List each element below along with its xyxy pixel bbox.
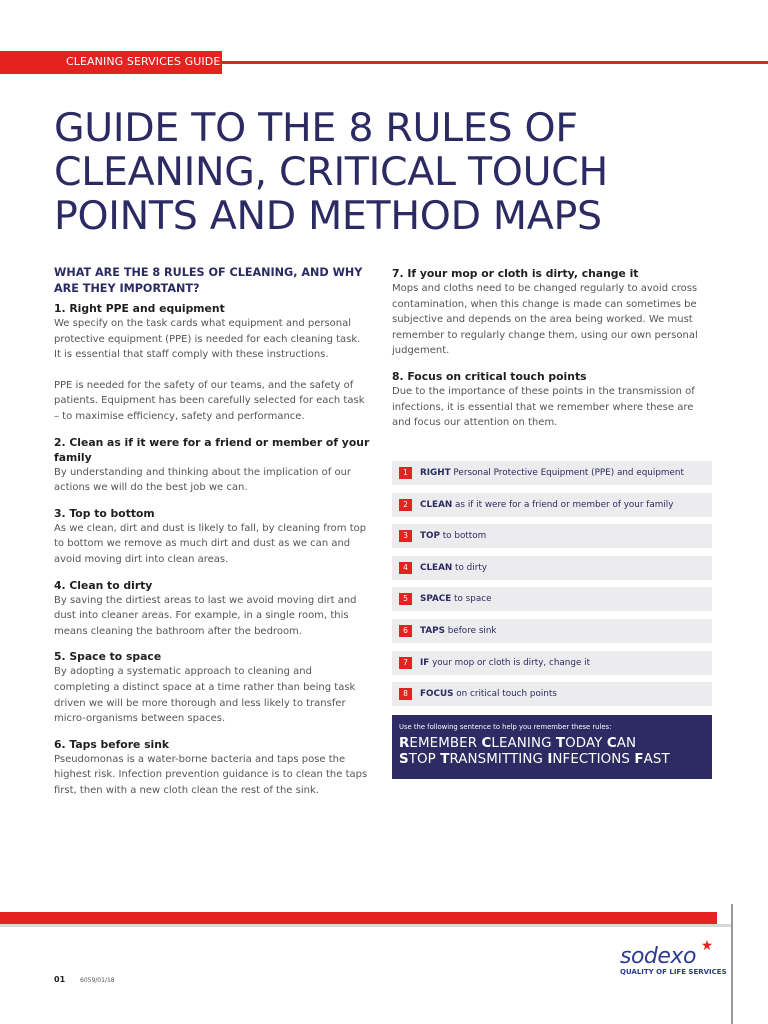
list-item-text	[420, 657, 590, 669]
number-badge: 6	[399, 625, 412, 637]
logo-tagline: QUALITY OF LIFE SERVICES	[620, 968, 727, 976]
rule-text: By understanding and thinking about the implication of our actions we will do the best job we can.	[54, 466, 352, 494]
rule-rest: on critical touch points	[453, 689, 557, 700]
rule-text: By saving the dirtiest areas to last we avoid moving dirt and dust into cleaner areas. For example, in a single room, this means cleaning the bathroom after the bedroom.	[54, 594, 357, 637]
mnemonic-cap: S	[399, 752, 409, 767]
list-item	[392, 619, 712, 643]
rule-text: PPE is needed for the safety of our teams, and the safety of patients. Equipment has been carefully selected for each task – to maximise efficiency, safety and performance.	[54, 379, 365, 422]
rule-title: 1. Right PPE and equipment	[54, 302, 225, 315]
rule-rest: to space	[451, 594, 492, 605]
sodexo-logo	[620, 944, 727, 980]
footer-band	[0, 912, 717, 924]
right-column	[392, 266, 712, 441]
list-item-text	[420, 467, 684, 479]
rule-title: 2. Clean as if it were for a friend or member of your family	[54, 435, 370, 464]
rule-rest: Personal Protective Equipment (PPE) and equipment	[450, 468, 684, 478]
header-tab	[0, 51, 222, 74]
mnemonic-rest: LEANING	[491, 736, 556, 751]
header-label: CLEANING SERVICES GUIDE	[66, 55, 221, 68]
mnemonic-cap: C	[481, 736, 492, 751]
rule-keyword: RIGHT	[420, 468, 451, 478]
rule-rest: to dirty	[452, 562, 487, 573]
mnemonic-line-1	[399, 736, 636, 752]
rule-2	[54, 435, 370, 496]
list-item	[392, 682, 712, 706]
rule-text: As we clean, dirt and dust is likely to fall, by cleaning from top to bottom we remove as much dirt and dust as we can and avoid moving dirt into clean areas.	[54, 522, 367, 565]
rule-keyword: TAPS	[420, 625, 445, 636]
list-item-text	[420, 625, 497, 637]
rules-summary-list	[392, 461, 712, 714]
mnemonic-cap: C	[606, 736, 617, 751]
mnemonic-line-2	[399, 752, 670, 768]
rule-text: Mops and cloths need to be changed regularly to avoid cross contamination, when this change is made can sometimes be subjective and depends on the area being worked. We must remember to regularly change them, using our own personal judgement.	[392, 283, 698, 357]
rule-text: We specify on the task cards what equipment and personal protective equipment (PPE) is needed for each cleaning task. It is essential that staff comply with these instructions.	[54, 318, 361, 361]
rule-keyword: SPACE	[420, 594, 452, 605]
list-item	[392, 587, 712, 611]
list-item	[392, 524, 712, 548]
rule-title: 5. Space to space	[54, 650, 162, 664]
rule-title: 8. Focus on critical touch points	[392, 369, 587, 383]
number-badge: 4	[399, 562, 412, 574]
number-badge: 1	[399, 467, 412, 479]
rule-keyword: TOP	[420, 531, 440, 542]
document-code: 6059/01/18	[80, 977, 115, 984]
mnemonic-rest: RANSMITTING	[449, 752, 548, 767]
mnemonic-cap: T	[440, 752, 450, 767]
list-item-text	[420, 688, 557, 700]
rule-7	[392, 266, 712, 359]
rule-title: 7. If your mop or cloth is dirty, change it	[392, 267, 639, 280]
rule-8	[392, 369, 712, 431]
list-item-text	[420, 499, 673, 511]
rule-title: 3. Top to bottom	[54, 506, 155, 520]
mnemonic-intro: Use the following sentence to help you remember these rules:	[399, 723, 612, 731]
mnemonic-cap: F	[634, 752, 644, 767]
rule-6	[54, 737, 370, 799]
header-bar	[0, 51, 768, 74]
rule-keyword: FOCUS	[420, 689, 454, 700]
number-badge: 7	[399, 657, 412, 669]
mnemonic-box	[392, 715, 712, 779]
list-item-text	[420, 530, 486, 542]
page-number: 01	[54, 975, 66, 984]
section-heading: WHAT ARE THE 8 RULES OF CLEANING, AND WHY ARE THEY IMPORTANT?	[54, 266, 363, 295]
rule-rest: to bottom	[439, 531, 487, 542]
number-badge: 2	[399, 499, 412, 511]
number-badge: 3	[399, 530, 412, 542]
rule-text: Due to the importance of these points in the transmission of infections, it is essential that we remember where these are and focus our attention on them.	[392, 385, 695, 429]
mnemonic-rest: AN	[616, 736, 637, 751]
rule-keyword: CLEAN	[420, 562, 453, 573]
mnemonic-rest: NFECTIONS	[552, 752, 635, 767]
footer-shadow	[0, 924, 733, 927]
rule-rest: your mop or cloth is dirty, change it	[429, 657, 591, 668]
rule-keyword: CLEAN	[420, 499, 453, 510]
list-item	[392, 461, 712, 485]
number-badge: 8	[399, 688, 412, 700]
rule-4	[54, 578, 370, 640]
mnemonic-cap: I	[547, 752, 553, 767]
list-item	[392, 651, 712, 675]
rule-title: 4. Clean to dirty	[54, 578, 153, 592]
mnemonic-rest: EMEMBER	[409, 736, 482, 751]
number-badge: 5	[399, 593, 412, 605]
mnemonic-cap: R	[399, 736, 410, 751]
mnemonic-rest: AST	[643, 752, 670, 767]
rule-text: By adopting a systematic approach to cleaning and completing a distinct space at a time rather than being task driven we will be more thorough and less likely to transfer micro-organisms between spaces.	[54, 666, 356, 725]
rule-3	[54, 506, 370, 568]
footer-divider	[731, 904, 733, 1024]
rule-rest: before sink	[444, 625, 497, 636]
rule-5	[54, 649, 370, 726]
rule-keyword: IF	[420, 657, 430, 668]
list-item	[392, 556, 712, 580]
header-rule	[222, 61, 768, 64]
star-icon	[702, 940, 712, 950]
rule-1	[54, 301, 370, 425]
left-column	[54, 265, 370, 808]
rule-title: 6. Taps before sink	[54, 737, 170, 751]
logo-wordmark: sodexo	[620, 944, 696, 969]
mnemonic-rest: TOP	[408, 752, 441, 767]
page-title: GUIDE TO THE 8 RULES OF CLEANING, CRITICAL TOUCH POINTS AND METHOD MAPS	[54, 105, 608, 239]
mnemonic-rest: ODAY	[565, 736, 607, 751]
rule-rest: as if it were for a friend or member of your family	[452, 499, 674, 510]
list-item	[392, 493, 712, 517]
list-item-text	[420, 593, 491, 605]
rule-text: Pseudomonas is a water-borne bacteria and taps pose the highest risk. Infection prevention guidance is to clean the taps first, then with a new cloth clean the rest of the sink.	[54, 753, 368, 796]
list-item-text	[420, 562, 487, 574]
mnemonic-cap: T	[555, 736, 566, 751]
